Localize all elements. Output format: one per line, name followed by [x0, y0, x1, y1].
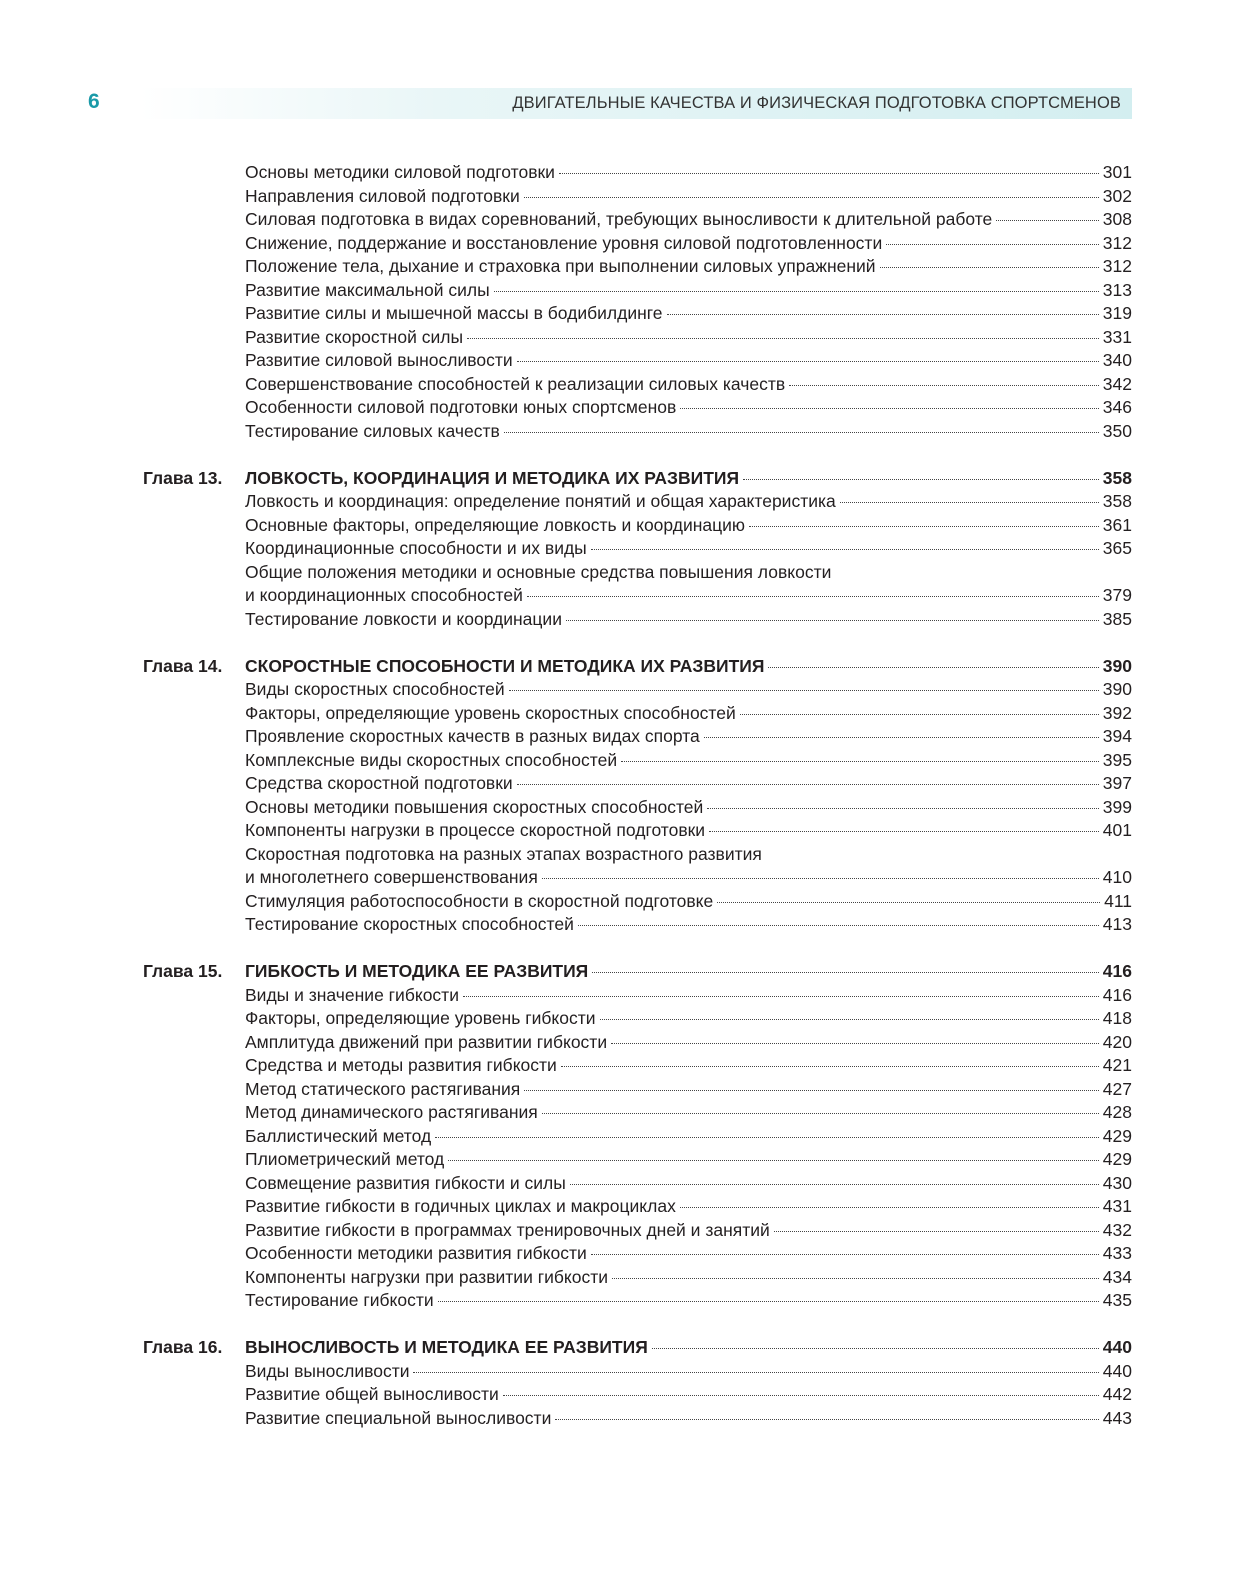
toc-entry[interactable] — [143, 608, 1132, 632]
entry-title: и координационных способностей — [245, 585, 523, 605]
entry-page-number: 397 — [1102, 773, 1132, 793]
toc-chapter-group — [143, 161, 1132, 443]
dot-leader — [561, 1066, 1099, 1067]
entry-title: Развитие скоростной силы — [245, 326, 464, 347]
entry-page-number: 440 — [1102, 1360, 1132, 1381]
dot-leader — [509, 690, 1099, 691]
dot-leader — [503, 1395, 1099, 1396]
toc-entry[interactable] — [143, 490, 1132, 514]
toc-entry[interactable] — [143, 1054, 1132, 1078]
entry-page-number: 432 — [1102, 1219, 1132, 1240]
chapter-label: Глава 16. — [143, 1337, 223, 1357]
chapter-label: Глава 14. — [143, 655, 223, 676]
toc-chapter-group — [143, 960, 1132, 1313]
chapter-label: Глава 15. — [143, 961, 223, 981]
entry-title: Тестирование скоростных способностей — [245, 914, 574, 934]
entry-page-number: 379 — [1102, 585, 1132, 605]
dot-leader — [774, 1231, 1099, 1232]
toc-entry[interactable] — [143, 725, 1132, 749]
entry-title: Координационные способности и их виды — [245, 538, 587, 558]
toc-entry[interactable] — [143, 1078, 1132, 1102]
dot-leader — [886, 244, 1099, 245]
entry-title: Средства скоростной подготовки — [245, 773, 513, 793]
toc-entry[interactable] — [143, 396, 1132, 420]
entry-title: Развитие силовой выносливости — [245, 350, 513, 370]
toc-entry[interactable] — [143, 185, 1132, 209]
toc-entry[interactable] — [143, 584, 1132, 608]
entry-title: Развитие общей выносливости — [245, 1384, 499, 1404]
chapter-page-number: 358 — [1102, 467, 1132, 488]
dot-leader — [789, 385, 1099, 386]
entry-title: Совершенствование способностей к реализации силовых качеств — [245, 373, 786, 394]
toc-chapter-group — [143, 1336, 1132, 1430]
chapter-page-number: 416 — [1102, 961, 1132, 981]
toc-entry[interactable] — [143, 678, 1132, 702]
dot-leader — [704, 737, 1099, 738]
toc-entry[interactable] — [143, 420, 1132, 444]
toc-entry[interactable] — [143, 1125, 1132, 1149]
toc-entry[interactable] — [143, 702, 1132, 726]
entry-title: Компоненты нагрузки при развитии гибкости — [245, 1266, 609, 1287]
dot-leader — [467, 338, 1099, 339]
entry-title: Совмещение развития гибкости и силы — [245, 1172, 566, 1193]
dot-leader — [566, 620, 1099, 621]
entry-title: Плиометрический метод — [245, 1149, 445, 1169]
chapter-heading-row[interactable] — [143, 1336, 1132, 1360]
toc-entry[interactable] — [143, 326, 1132, 350]
entry-page-number: 430 — [1102, 1172, 1132, 1193]
dot-leader — [621, 761, 1099, 762]
chapter-page-number: 390 — [1102, 655, 1132, 676]
entry-title: Положение тела, дыхание и страховка при выполнении силовых упражнений — [245, 256, 876, 276]
entry-page-number: 301 — [1102, 162, 1132, 182]
dot-leader — [667, 314, 1099, 315]
entry-title: Виды и значение гибкости — [245, 984, 459, 1005]
entry-page-number: 418 — [1102, 1008, 1132, 1028]
dot-leader — [438, 1301, 1099, 1302]
dot-leader — [494, 291, 1099, 292]
entry-page-number: 312 — [1102, 232, 1132, 253]
running-head: ДВИГАТЕЛЬНЫЕ КАЧЕСТВА И ФИЗИЧЕСКАЯ ПОДГОТОВКА СПОРТСМЕНОВ — [512, 94, 1121, 112]
dot-leader — [680, 1207, 1099, 1208]
dot-leader — [570, 1184, 1099, 1185]
entry-page-number: 429 — [1102, 1149, 1132, 1169]
entry-page-number: 395 — [1102, 749, 1132, 770]
toc-entry[interactable] — [143, 1031, 1132, 1055]
toc-entry[interactable] — [143, 819, 1132, 843]
toc-entry[interactable] — [143, 208, 1132, 232]
entry-page-number: 421 — [1102, 1055, 1132, 1075]
toc-chapter-group — [143, 655, 1132, 937]
dot-leader — [680, 408, 1099, 409]
dot-leader — [592, 972, 1099, 973]
entry-page-number: 365 — [1102, 538, 1132, 558]
dot-leader — [652, 1348, 1099, 1349]
dot-leader — [996, 220, 1099, 221]
dot-leader — [612, 1278, 1099, 1279]
entry-title: Факторы, определяющие уровень гибкости — [245, 1008, 596, 1028]
entry-page-number: 312 — [1102, 256, 1132, 276]
entry-page-number: 390 — [1102, 679, 1132, 699]
entry-page-number: 342 — [1102, 373, 1132, 394]
entry-page-number: 434 — [1102, 1266, 1132, 1287]
entry-page-number: 413 — [1102, 914, 1132, 934]
dot-leader — [517, 784, 1099, 785]
entry-title: Виды скоростных способностей — [245, 679, 505, 699]
entry-title: Особенности силовой подготовки юных спортсменов — [245, 397, 677, 417]
entry-page-number: 340 — [1102, 350, 1132, 370]
toc-entry[interactable] — [143, 1289, 1132, 1313]
entry-page-number: 308 — [1102, 209, 1132, 229]
dot-leader — [413, 1372, 1098, 1373]
entry-page-number: 435 — [1102, 1290, 1132, 1310]
chapter-title: ЛОВКОСТЬ, КООРДИНАЦИЯ И МЕТОДИКА ИХ РАЗВИТИЯ — [245, 467, 740, 488]
toc-entry[interactable] — [143, 1148, 1132, 1172]
toc-entry[interactable] — [143, 255, 1132, 279]
toc-entry[interactable] — [143, 373, 1132, 397]
entry-title: Снижение, поддержание и восстановление уровня силовой подготовленности — [245, 232, 883, 253]
dot-leader — [591, 1254, 1099, 1255]
entry-page-number: 428 — [1102, 1102, 1132, 1122]
dot-leader — [524, 197, 1099, 198]
toc-entry[interactable] — [143, 866, 1132, 890]
toc-entry[interactable] — [143, 349, 1132, 373]
entry-page-number: 346 — [1102, 397, 1132, 417]
dot-leader — [717, 902, 1100, 903]
toc-chapter-group — [143, 467, 1132, 632]
toc-entry[interactable] — [143, 984, 1132, 1008]
dot-leader — [611, 1043, 1099, 1044]
entry-title: Метод динамического растягивания — [245, 1102, 538, 1122]
entry-title: Особенности методики развития гибкости — [245, 1243, 587, 1263]
toc-entry[interactable] — [143, 1007, 1132, 1031]
dot-leader — [749, 526, 1099, 527]
toc-entry[interactable] — [143, 1242, 1132, 1266]
dot-leader — [463, 996, 1099, 997]
toc-entry[interactable] — [143, 1266, 1132, 1290]
entry-title: Факторы, определяющие уровень скоростных способностей — [245, 702, 736, 723]
toc-entry[interactable] — [143, 913, 1132, 937]
entry-title: Метод статического растягивания — [245, 1078, 521, 1099]
entry-page-number: 331 — [1102, 326, 1132, 347]
entry-title: Основные факторы, определяющие ловкость и координацию — [245, 514, 746, 535]
toc-entry[interactable] — [143, 1407, 1132, 1431]
entry-title: Виды выносливости — [245, 1360, 410, 1381]
entry-title: Ловкость и координация: определение понятий и общая характеристика — [245, 491, 836, 511]
dot-leader — [591, 549, 1099, 550]
entry-page-number: 399 — [1102, 796, 1132, 817]
entry-title: Развитие силы и мышечной массы в бодибилдинге — [245, 303, 663, 323]
toc-entry[interactable] — [143, 796, 1132, 820]
toc-entry[interactable] — [143, 890, 1132, 914]
entry-page-number: 420 — [1102, 1031, 1132, 1052]
dot-leader — [578, 925, 1099, 926]
dot-leader — [542, 1113, 1099, 1114]
chapter-heading-row[interactable] — [143, 467, 1132, 491]
entry-page-number: 385 — [1102, 608, 1132, 629]
entry-page-number: 350 — [1102, 420, 1132, 441]
dot-leader — [542, 878, 1099, 879]
toc-entry-line — [143, 561, 1132, 585]
toc-entry[interactable] — [143, 1360, 1132, 1384]
dot-leader — [555, 1419, 1098, 1420]
entry-title: Развитие гибкости в программах тренировочных дней и занятий — [245, 1219, 770, 1240]
entry-page-number: 302 — [1102, 185, 1132, 206]
entry-title: Баллистический метод — [245, 1125, 432, 1146]
dot-leader — [740, 714, 1099, 715]
chapter-title: ГИБКОСТЬ И МЕТОДИКА ЕЕ РАЗВИТИЯ — [245, 961, 589, 981]
toc-entry[interactable] — [143, 1101, 1132, 1125]
entry-page-number: 392 — [1102, 702, 1132, 723]
entry-title: Развитие специальной выносливости — [245, 1407, 552, 1428]
dot-leader — [527, 596, 1099, 597]
entry-title: Комплексные виды скоростных способностей — [245, 749, 618, 770]
dot-leader — [743, 479, 1099, 480]
toc-entry[interactable] — [143, 161, 1132, 185]
entry-title: Тестирование ловкости и координации — [245, 608, 562, 629]
entry-page-number: 410 — [1102, 867, 1132, 887]
toc-entry[interactable] — [143, 749, 1132, 773]
dot-leader — [504, 432, 1099, 433]
entry-title: и многолетнего совершенствования — [245, 867, 538, 887]
entry-page-number: 416 — [1102, 984, 1132, 1005]
chapter-heading-row[interactable] — [143, 960, 1132, 984]
dot-leader — [709, 831, 1099, 832]
entry-page-number: 313 — [1102, 279, 1132, 300]
dot-leader — [448, 1160, 1099, 1161]
entry-page-number: 319 — [1102, 303, 1132, 323]
entry-title: Основы методики повышения скоростных способностей — [245, 796, 704, 817]
entry-title: Тестирование гибкости — [245, 1290, 434, 1310]
entry-title-line1: Скоростная подготовка на разных этапах возрастного развития — [245, 843, 762, 864]
dot-leader — [435, 1137, 1099, 1138]
entry-page-number: 394 — [1102, 726, 1132, 746]
entry-page-number: 442 — [1102, 1384, 1132, 1404]
dot-leader — [559, 173, 1099, 174]
entry-page-number: 411 — [1104, 890, 1132, 911]
entry-title: Силовая подготовка в видах соревнований, требующих выносливости к длительной работе — [245, 209, 993, 229]
entry-title: Амплитуда движений при развитии гибкости — [245, 1031, 608, 1052]
entry-page-number: 433 — [1102, 1243, 1132, 1263]
entry-title: Направления силовой подготовки — [245, 185, 520, 206]
toc-entry[interactable] — [143, 1172, 1132, 1196]
entry-page-number: 431 — [1102, 1196, 1132, 1216]
entry-title: Основы методики силовой подготовки — [245, 162, 555, 182]
dot-leader — [707, 808, 1098, 809]
entry-title: Стимуляция работоспособности в скоростной подготовке — [245, 890, 714, 911]
toc-entry[interactable] — [143, 1219, 1132, 1243]
table-of-contents — [143, 161, 1132, 1430]
toc-entry[interactable] — [143, 537, 1132, 561]
entry-title: Средства и методы развития гибкости — [245, 1055, 557, 1075]
toc-entry[interactable] — [143, 302, 1132, 326]
entry-page-number: 358 — [1102, 491, 1132, 511]
toc-entry[interactable] — [143, 514, 1132, 538]
chapter-label: Глава 13. — [143, 467, 223, 488]
entry-page-number: 429 — [1102, 1125, 1132, 1146]
dot-leader — [768, 667, 1098, 668]
entry-page-number: 427 — [1102, 1078, 1132, 1099]
dot-leader — [524, 1090, 1099, 1091]
chapter-page-number: 440 — [1102, 1337, 1132, 1357]
toc-entry[interactable] — [143, 772, 1132, 796]
chapter-title: ВЫНОСЛИВОСТЬ И МЕТОДИКА ЕЕ РАЗВИТИЯ — [245, 1337, 648, 1357]
entry-title: Развитие максимальной силы — [245, 279, 490, 300]
dot-leader — [880, 267, 1099, 268]
chapter-title: СКОРОСТНЫЕ СПОСОБНОСТИ И МЕТОДИКА ИХ РАЗВИТИЯ — [245, 655, 765, 676]
entry-page-number: 401 — [1102, 820, 1132, 840]
dot-leader — [517, 361, 1099, 362]
toc-entry[interactable] — [143, 1383, 1132, 1407]
dot-leader — [600, 1019, 1099, 1020]
entry-page-number: 361 — [1102, 514, 1132, 535]
entry-title-line1: Общие положения методики и основные средства повышения ловкости — [245, 561, 832, 582]
toc-entry[interactable] — [143, 232, 1132, 256]
page-number: 6 — [88, 90, 100, 113]
chapter-heading-row[interactable] — [143, 655, 1132, 679]
toc-entry[interactable] — [143, 1195, 1132, 1219]
entry-page-number: 443 — [1102, 1407, 1132, 1428]
toc-entry-line — [143, 843, 1132, 867]
entry-title: Компоненты нагрузки в процессе скоростной подготовки — [245, 820, 706, 840]
toc-entry[interactable] — [143, 279, 1132, 303]
entry-title: Развитие гибкости в годичных циклах и макроциклах — [245, 1196, 676, 1216]
dot-leader — [840, 502, 1099, 503]
entry-title: Проявление скоростных качеств в разных видах спорта — [245, 726, 700, 746]
entry-title: Тестирование силовых качеств — [245, 420, 500, 441]
